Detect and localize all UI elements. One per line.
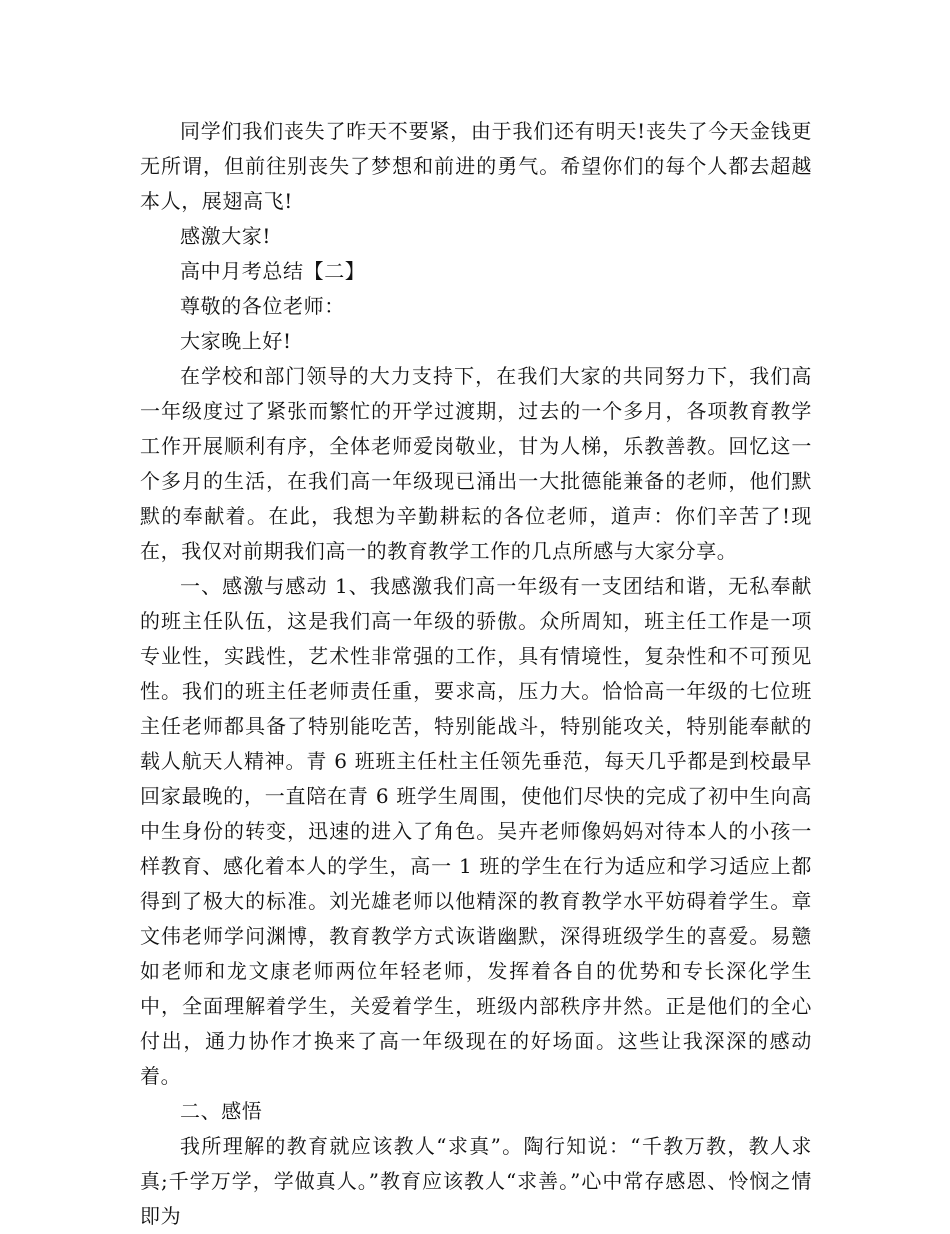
greeting: 大家晚上好! (180, 329, 292, 353)
paragraph-thanks: 感激大家! (180, 224, 272, 248)
paragraph-introduction: 在学校和部门领导的大力支持下，在我们大家的共同努力下，我们高一年级度过了紧张而繁忙的开学过渡期，过去的一个多月，各项教育教学工作开展顺利有序，全体老师爱岗敬业，甘为人梯，乐教善教。回忆这一个多月的生活，在我们高一年级现已涌出一大批德能兼备的老师，他们默默的奉献着。在此，我想为辛勤耕耘的各位老师，道声：你们辛苦了!现在，我仅对前期我们高一的教育教学工作的几点所感与大家分享。 (140, 364, 812, 563)
paragraph-insight: 我所理解的教育就应该教人“求真”。陶行知说：“千教万教，教人求真;千学万学，学做真人。”教育应该教人“求善。”心中常存感恩、怜悯之情即为 (140, 1134, 812, 1228)
paragraph-gratitude: 一、感激与感动 1、我感激我们高一年级有一支团结和谐，无私奉献的班主任队伍，这是我们高一年级的骄傲。众所周知，班主任工作是一项专业性，实践性，艺术性非常强的工作，具有情境性，复杂性和不可预见性。我们的班主任老师责任重，要求高，压力大。恰恰高一年级的七位班主任老师都具备了特别能吃苦，特别能战斗，特别能攻关，特别能奉献的载人航天人精神。青 6 班班主任杜主任领先垂范，每天几乎都是到校最早回家最晚的，一直陪在青 6 班学生周围，使他们尽快的完成了初中生向高中生身份的转变，迅速的进入了角色。吴卉老师像妈妈对待本人的小孩一样教育、感化着本人的学生，高一 1 班的学生在行为适应和学习适应上都得到了极大的标准。刘光雄老师以他精深的教育教学水平妨碍着学生。章文伟老师学问渊博，教育教学方式诙谐幽默，深得班级学生的喜爱。易戆如老师和龙文康老师两位年轻老师，发挥着各自的优势和专长深化学生中，全面理解着学生，关爱着学生，班级内部秩序井然。正是他们的全心付出，通力协作才换来了高一年级现在的好场面。这些让我深深的感动着。 (140, 574, 812, 1088)
section-heading-two: 高中月考总结【二】 (180, 259, 366, 283)
paragraph-closing-remarks: 同学们我们丧失了昨天不要紧，由于我们还有明天!丧失了今天金钱更无所谓，但前往别丧失了梦想和前进的勇气。希望你们的每个人都去超越本人，展翅高飞! (140, 119, 812, 213)
document-body (140, 114, 812, 1234)
salutation: 尊敬的各位老师： (180, 294, 345, 318)
section-heading-insight: 二、感悟 (180, 1099, 263, 1123)
